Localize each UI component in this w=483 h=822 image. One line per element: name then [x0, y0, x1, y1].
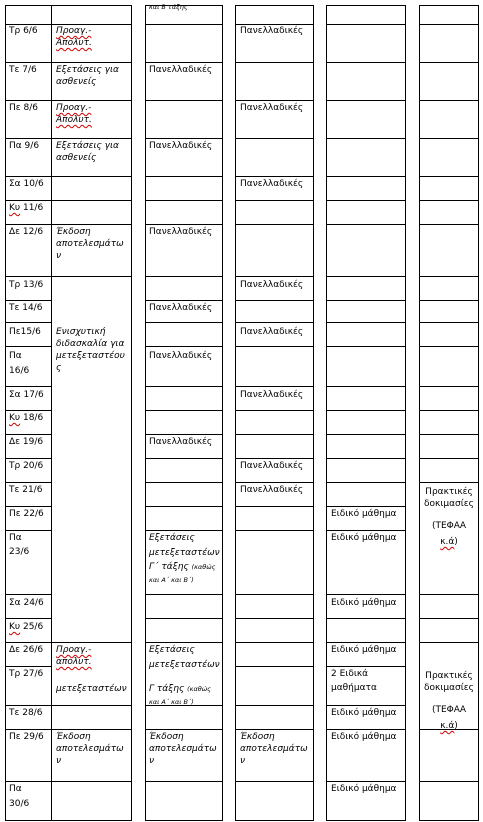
practical-span: δοκιμασίες — [424, 683, 474, 693]
row-line — [145, 618, 223, 619]
row-line — [326, 24, 406, 25]
row-line — [326, 200, 406, 201]
col-line — [326, 5, 327, 820]
row-line — [5, 386, 52, 387]
cell-text: ν — [56, 756, 62, 766]
cell-text: Προαγ.- — [56, 103, 92, 113]
day-label: Κυ 11/6 — [9, 203, 44, 213]
practical-span: Πρακτικές — [425, 671, 473, 681]
row-line — [145, 386, 223, 387]
day-label: 30/6 — [9, 799, 30, 809]
row-line — [5, 642, 52, 643]
practical-span: κ.ά) — [440, 721, 458, 731]
row-line — [145, 300, 223, 301]
col-line — [222, 5, 223, 820]
row-line — [419, 594, 479, 595]
row-line — [51, 729, 132, 730]
row-line — [235, 62, 314, 63]
cell-text: Πανελλαδικές — [240, 485, 304, 495]
row-line — [5, 346, 52, 347]
row-line — [235, 781, 314, 782]
row-line — [419, 410, 479, 411]
cell-text: Εξετάσεις για — [56, 65, 119, 75]
cell-text: Πανελλαδικές — [240, 26, 304, 36]
day-label: Δε 12/6 — [9, 227, 44, 237]
row-line — [145, 458, 223, 459]
mete-exams-span: Γ τάξης (καθώς — [149, 684, 211, 694]
mete-exams-span: Εξετάσεις — [149, 645, 195, 655]
row-line — [235, 705, 314, 706]
cell-text: Πανελλαδικές — [149, 65, 213, 75]
row-line — [419, 5, 479, 6]
cell-text: Ειδικό μάθημα — [331, 598, 397, 608]
row-line — [5, 138, 52, 139]
row-line — [145, 729, 223, 730]
cell-text: και Β τάξης — [149, 3, 188, 11]
row-line — [145, 530, 223, 531]
row-line — [145, 594, 223, 595]
col-line — [5, 5, 6, 820]
row-line — [145, 410, 223, 411]
cell-text: Πανελλαδικές — [149, 303, 213, 313]
cell-text: Πανελλαδικές — [240, 390, 304, 400]
cell-text: Πανελλαδικές — [240, 327, 304, 337]
row-line — [51, 781, 132, 782]
cell-text: Ειδικό μάθημα — [331, 708, 397, 718]
row-line — [5, 705, 52, 706]
row-line — [326, 138, 406, 139]
row-line — [5, 482, 52, 483]
row-line — [145, 346, 223, 347]
row-line — [326, 300, 406, 301]
row-line — [419, 482, 479, 483]
row-line — [5, 200, 52, 201]
row-line — [326, 434, 406, 435]
cell-text: Προαγ.- — [56, 645, 92, 655]
cell-text: ν — [56, 251, 62, 261]
day-label: Πα — [9, 784, 22, 794]
row-line — [145, 224, 223, 225]
row-line — [5, 300, 52, 301]
col-line — [405, 5, 406, 820]
row-line — [419, 781, 479, 782]
row-line — [419, 200, 479, 201]
mete-exams-span: Εξετάσεις — [149, 533, 195, 543]
practical-span: (ΤΕΦΑΑ — [431, 705, 467, 715]
col-line — [51, 5, 52, 820]
row-line — [326, 458, 406, 459]
row-line — [51, 138, 132, 139]
day-label: 16/6 — [9, 366, 30, 376]
row-line — [235, 5, 314, 6]
cell-text: ν — [240, 756, 246, 766]
cell-text: αποτελεσμάτω — [149, 744, 217, 754]
cell-text: αποτελεσμάτω — [56, 744, 124, 754]
row-line — [326, 224, 406, 225]
cell-text: Ειδικό μάθημα — [331, 645, 397, 655]
row-line — [5, 618, 52, 619]
day-label: Πα — [9, 351, 22, 361]
row-line — [145, 781, 223, 782]
row-line — [419, 276, 479, 277]
row-line — [419, 138, 479, 139]
mete-exams-span: μετεξεταστέων — [149, 548, 220, 558]
day-label: Τε 7/6 — [9, 65, 37, 75]
col-line — [145, 5, 146, 820]
cell-text: Απολυτ. — [56, 115, 92, 125]
mete-exams-span: και Α΄ και Β΄) — [149, 698, 194, 706]
row-line — [235, 506, 314, 507]
practical-span: κ.ά) — [440, 537, 458, 547]
row-line — [51, 5, 132, 6]
col-line — [131, 5, 132, 820]
row-line — [326, 346, 406, 347]
row-line — [326, 276, 406, 277]
practical-span: (ΤΕΦΑΑ — [431, 521, 467, 531]
cell-text: 2 Ειδικά — [331, 669, 369, 679]
row-line — [51, 276, 132, 277]
row-line — [326, 705, 406, 706]
row-line — [5, 729, 52, 730]
cell-text: Απολυτ. — [56, 38, 92, 48]
remedial-span: διδασκαλία για — [56, 339, 125, 349]
row-line — [326, 62, 406, 63]
remedial-span: μετεξεταστέου — [56, 351, 125, 361]
row-line — [51, 224, 132, 225]
cell-text: Πανελλαδικές — [149, 227, 213, 237]
row-line — [235, 346, 314, 347]
row-line — [235, 386, 314, 387]
row-line — [235, 300, 314, 301]
row-line — [5, 594, 52, 595]
row-line — [51, 62, 132, 63]
cell-text: Προαγ.- — [56, 26, 92, 36]
cell-text: Πανελλαδικές — [149, 437, 213, 447]
row-line — [235, 618, 314, 619]
row-line — [419, 346, 479, 347]
cell-text: Πανελλαδικές — [149, 141, 213, 151]
day-label: Πα — [9, 533, 22, 543]
remedial-span: ς — [56, 363, 62, 373]
day-label: Πε 22/6 — [9, 509, 44, 519]
cell-text: Έκδοση — [56, 732, 91, 742]
row-line — [5, 666, 52, 667]
row-line — [419, 458, 479, 459]
cell-text: Ειδικό μάθημα — [331, 784, 397, 794]
row-line — [145, 62, 223, 63]
row-line — [326, 618, 406, 619]
row-line — [145, 642, 223, 643]
row-line — [419, 176, 479, 177]
row-line — [235, 434, 314, 435]
day-label: Κυ 18/6 — [9, 413, 44, 423]
row-line — [235, 224, 314, 225]
cell-text: απολυτ. — [56, 657, 92, 667]
row-line — [235, 666, 314, 667]
row-line — [326, 820, 406, 821]
cell-text: ασθενείς — [56, 153, 97, 163]
row-line — [145, 322, 223, 323]
row-line — [419, 100, 479, 101]
row-line — [326, 729, 406, 730]
cell-text: Έκδοση — [240, 732, 275, 742]
row-line — [145, 434, 223, 435]
row-line — [51, 705, 132, 706]
row-line — [419, 642, 479, 643]
row-line — [5, 458, 52, 459]
remedial-span: Ενισχυτική — [56, 327, 106, 337]
row-line — [235, 138, 314, 139]
day-label: Πε 8/6 — [9, 103, 38, 113]
practical-span: δοκιμασίες — [424, 499, 474, 509]
day-label: Τε 28/6 — [9, 708, 43, 718]
day-label: 23/6 — [9, 547, 30, 557]
day-label: Τε 14/6 — [9, 303, 43, 313]
row-line — [145, 176, 223, 177]
day-label: Τρ 13/6 — [9, 280, 44, 290]
row-line — [51, 100, 132, 101]
cell-text: Έκδοση — [149, 732, 184, 742]
row-line — [145, 276, 223, 277]
row-line — [235, 642, 314, 643]
row-line — [51, 200, 132, 201]
practical-span: Πρακτικές — [425, 487, 473, 497]
row-line — [145, 506, 223, 507]
row-line — [235, 530, 314, 531]
row-line — [5, 224, 52, 225]
mete-exams-span: Γ΄ τάξης (καθώς — [149, 562, 216, 572]
row-line — [326, 386, 406, 387]
row-line — [145, 482, 223, 483]
cell-text: αποτελεσμάτω — [240, 744, 308, 754]
row-line — [5, 781, 52, 782]
row-line — [5, 434, 52, 435]
row-line — [5, 62, 52, 63]
row-line — [326, 100, 406, 101]
day-label: Δε 19/6 — [9, 437, 44, 447]
col-line — [313, 5, 314, 820]
row-line — [235, 729, 314, 730]
row-line — [51, 820, 132, 821]
row-line — [51, 642, 132, 643]
row-line — [5, 322, 52, 323]
row-line — [326, 506, 406, 507]
row-line — [145, 24, 223, 25]
row-line — [419, 224, 479, 225]
mete-span: μετεξεταστέων — [56, 684, 127, 694]
mete-exams-span: και Α΄ και Β΄) — [149, 576, 194, 584]
col-line — [478, 5, 479, 820]
row-line — [51, 176, 132, 177]
row-line — [145, 138, 223, 139]
day-label: Πε15/6 — [9, 327, 41, 337]
row-line — [419, 24, 479, 25]
row-line — [326, 176, 406, 177]
row-line — [326, 482, 406, 483]
cell-text: Πανελλαδικές — [149, 351, 213, 361]
row-line — [235, 458, 314, 459]
day-label: Δε 26/6 — [9, 645, 44, 655]
row-line — [235, 482, 314, 483]
row-line — [326, 781, 406, 782]
cell-text: Εξετάσεις για — [56, 141, 119, 151]
row-line — [235, 410, 314, 411]
row-line — [419, 434, 479, 435]
row-line — [326, 530, 406, 531]
row-line — [326, 410, 406, 411]
row-line — [235, 594, 314, 595]
row-line — [145, 200, 223, 201]
day-label: Τρ 27/6 — [9, 669, 44, 679]
row-line — [326, 642, 406, 643]
row-line — [235, 276, 314, 277]
cell-text: Πανελλαδικές — [240, 179, 304, 189]
mete-exams-span: μετεξεταστέων — [149, 660, 220, 670]
row-line — [145, 100, 223, 101]
row-line — [5, 410, 52, 411]
row-line — [5, 5, 52, 6]
col-line — [235, 5, 236, 820]
day-label: Τρ 20/6 — [9, 461, 44, 471]
row-line — [145, 820, 223, 821]
cell-text: Πανελλαδικές — [240, 103, 304, 113]
day-label: Σα 24/6 — [9, 598, 44, 608]
cell-text: ν — [149, 756, 155, 766]
row-line — [235, 820, 314, 821]
cell-text: Πανελλαδικές — [240, 461, 304, 471]
day-label: Σα 10/6 — [9, 179, 44, 189]
day-label: Πε 29/6 — [9, 732, 44, 742]
row-line — [419, 820, 479, 821]
day-label: Τε 21/6 — [9, 485, 43, 495]
day-label: Κυ 25/6 — [9, 622, 44, 632]
row-line — [235, 176, 314, 177]
row-line — [326, 322, 406, 323]
row-line — [326, 594, 406, 595]
row-line — [5, 820, 52, 821]
row-line — [5, 100, 52, 101]
row-line — [5, 530, 52, 531]
row-line — [419, 300, 479, 301]
row-line — [5, 176, 52, 177]
row-line — [5, 276, 52, 277]
row-line — [419, 618, 479, 619]
row-line — [235, 100, 314, 101]
row-line — [235, 322, 314, 323]
cell-text: Έκδοση — [56, 227, 91, 237]
row-line — [326, 5, 406, 6]
cell-text: Ειδικό μάθημα — [331, 732, 397, 742]
day-label: Πα 9/6 — [9, 141, 40, 151]
row-line — [235, 200, 314, 201]
cell-text: μαθήματα — [331, 683, 377, 693]
day-label: Τρ 6/6 — [9, 26, 38, 36]
row-line — [419, 322, 479, 323]
row-line — [5, 506, 52, 507]
col-line — [419, 5, 420, 820]
cell-text: Ειδικό μάθημα — [331, 509, 397, 519]
row-line — [419, 62, 479, 63]
cell-text: ασθενείς — [56, 77, 97, 87]
row-line — [326, 666, 406, 667]
row-line — [419, 386, 479, 387]
cell-text: Πανελλαδικές — [240, 280, 304, 290]
cell-text: αποτελεσμάτω — [56, 239, 124, 249]
cell-text: Ειδικό μάθημα — [331, 533, 397, 543]
day-label: Σα 17/6 — [9, 390, 44, 400]
